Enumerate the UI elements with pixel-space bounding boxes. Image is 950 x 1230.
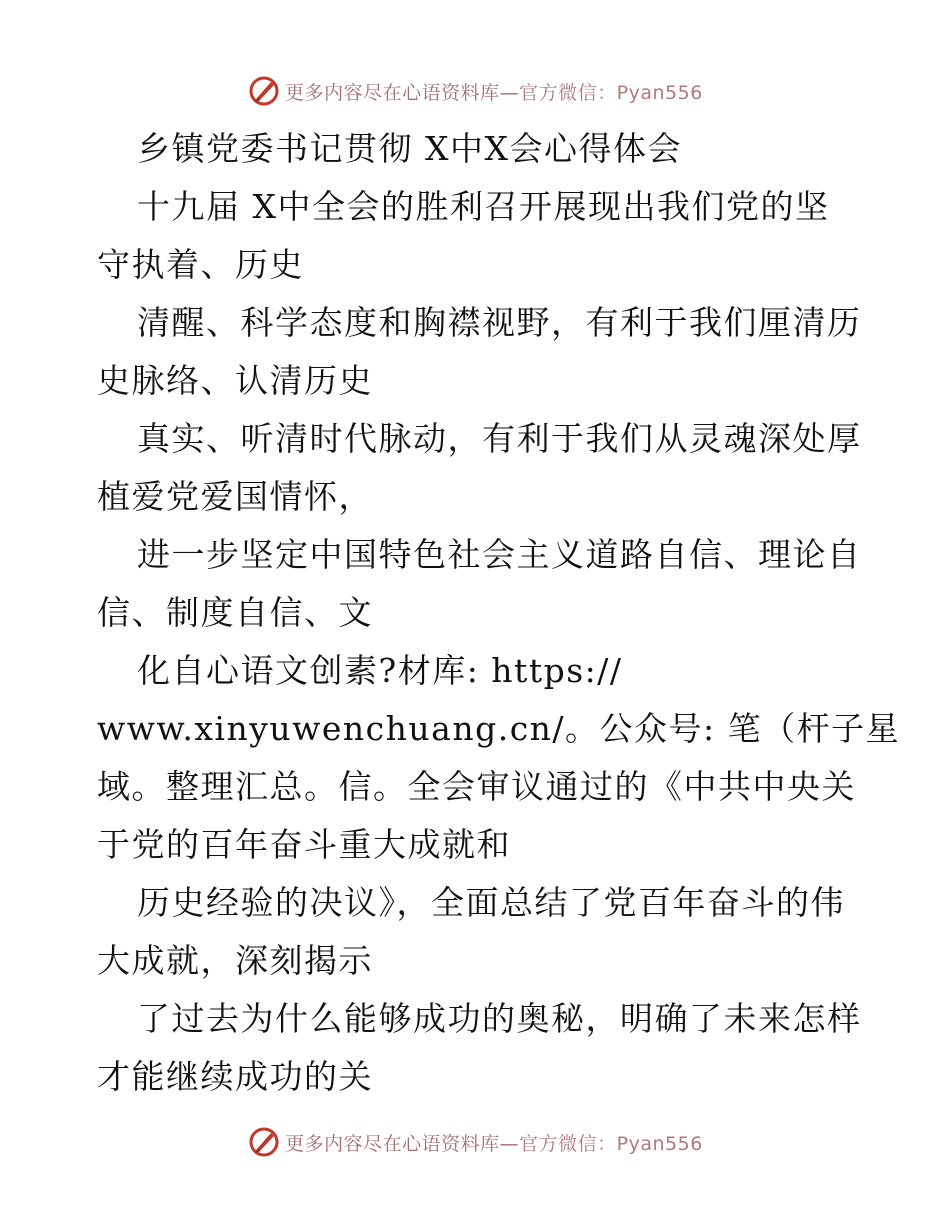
footer-banner-contact: 官方微信：Pyan556 xyxy=(519,1132,703,1155)
paragraph-line: 化自心语文创素?材库: https:// xyxy=(137,651,623,690)
paragraph-line: 了过去为什么能够成功的奥秘，明确了未来怎样 xyxy=(137,999,862,1038)
paragraph-line: 清醒、科学态度和胸襟视野，有利于我们厘清历 xyxy=(137,303,862,342)
footer-banner-text: 更多内容尽在心语资料库— xyxy=(285,1132,520,1155)
header-banner xyxy=(0,71,950,111)
paragraph-line: 信、制度自信、文 xyxy=(97,593,373,632)
quill-pen-logo-icon xyxy=(247,1125,281,1159)
paragraph-line: 域。整理汇总。信。全会审议通过的《中共中央关 xyxy=(97,767,856,806)
paragraph-line: 历史经验的决议》，全面总结了党百年奋斗的伟 xyxy=(137,883,845,922)
paragraph-line: 才能继续成功的关 xyxy=(97,1057,373,1096)
paragraph-line: 史脉络、认清历史 xyxy=(97,361,373,400)
document-body xyxy=(97,120,901,1106)
paragraph-line: 于党的百年奋斗重大成就和 xyxy=(97,825,511,864)
header-banner-contact: 官方微信：Pyan556 xyxy=(519,81,703,104)
paragraph-line: 进一步坚定中国特色社会主义道路自信、理论自 xyxy=(137,535,862,574)
document-title: 乡镇党委书记贯彻 X中X会心得体会 xyxy=(137,129,682,168)
paragraph-line: 真实、听清时代脉动，有利于我们从灵魂深处厚 xyxy=(137,419,862,458)
footer-banner xyxy=(0,1122,950,1162)
quill-pen-logo-icon xyxy=(247,74,281,108)
paragraph-line: 守执着、历史 xyxy=(97,245,304,284)
header-banner-text: 更多内容尽在心语资料库— xyxy=(285,81,520,104)
paragraph-line: 植爱党爱国情怀， xyxy=(97,477,373,516)
paragraph-line: 大成就，深刻揭示 xyxy=(97,941,373,980)
paragraph-line: www.xinyuwenchuang.cn/。公众号: 笔（杆子星 xyxy=(97,709,901,748)
paragraph-line: 十九届 X中全会的胜利召开展现出我们党的坚 xyxy=(137,187,830,226)
